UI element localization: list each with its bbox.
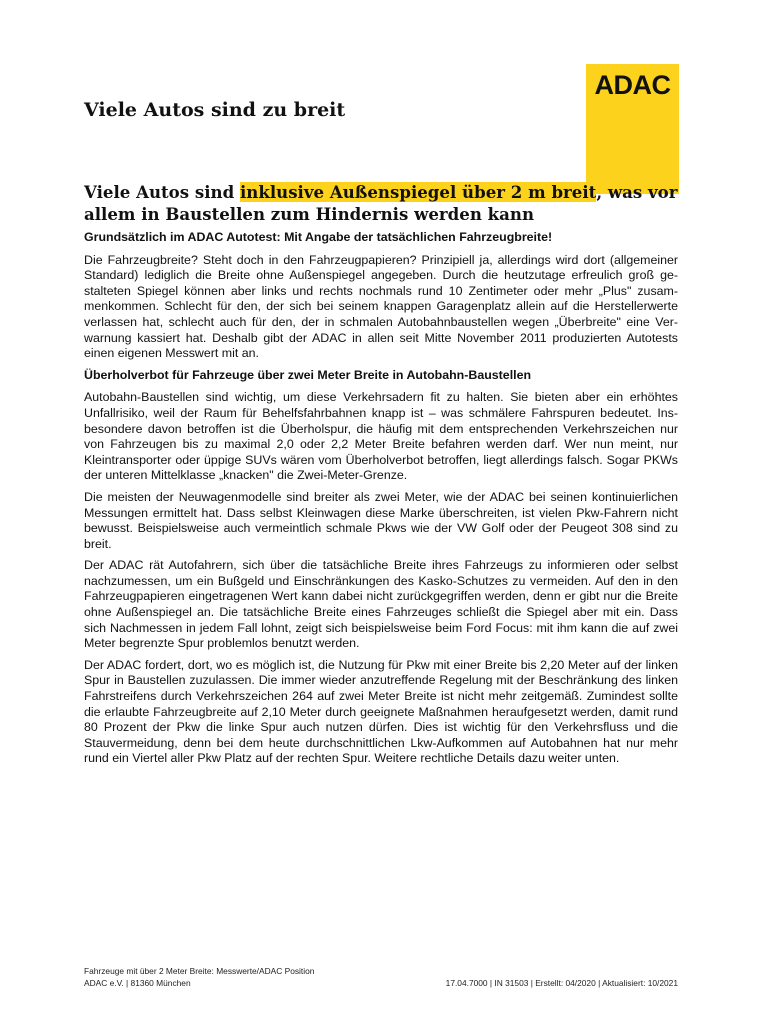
headline-part-2: , was vor allem in Baustellen zum Hindernis werden kann	[84, 182, 678, 224]
paragraph: Der ADAC fordert, dort, wo es möglich ist, die Nutzung für Pkw mit einer Breite bis 2,20 Meter auf der linken Spur in Baustellen zuzulassen. Die immer wieder anzutreffende Regelung mit der Beschränkung des linken Fahrstreifens durch Verkehrszeichen 264 auf zwei Meter Breite ist nicht mehr zeitgemäß. Zumindest sollte die erlaubte Fahrzeugbreite auf 2,10 Meter durch geeignete Maßnahmen heraufgesetzt werden, damit rund 80 Prozent der Pkw die linke Spur auch nutzen dürfen. Dies ist wichtig für den Verkehrsfluss und die Stauvermeidung, denn bei dem heute durchschnittlichen Lkw-Aufkommen auf Autobahnen hat nur mehr rund ein Viertel aller Pkw Platz auf der rechten Spur. Weitere rechtliche Details dazu weiter unten.	[84, 657, 678, 766]
headline-part-1: Viele Autos sind	[84, 182, 240, 202]
footer-document-title: Fahrzeuge mit über 2 Meter Breite: Messwerte/ADAC Position	[84, 966, 315, 976]
paragraph: Die Fahrzeugbreite? Steht doch in den Fahrzeugpapieren? Prinzipiell ja, allerdings wird dort (allgemeiner Standard) lediglich die Breite ohne Außenspiegel angegeben. Durch die heutzutage erfreulich groß gestalteten Spiegel können aber links und rechts nochmals rund 10 Zentimeter oder mehr „Plus" zusammenkommen. Schlecht für den, der sich bei seinem knappen Garagenplatz allein auf die Herstellerwerte verlassen hat, schlecht auch für den, der in schmalen Autobahnbaustellen wegen „Überbreite" eine Verwarnung kassiert hat. Deshalb gibt der ADAC in allen seit Mitte November 2011 produzierten Autotests einen eigenen Messwert mit an.	[84, 252, 678, 361]
page-title: Viele Autos sind zu breit	[84, 99, 346, 121]
paragraph: Die meisten der Neuwagenmodelle sind breiter als zwei Meter, wie der ADAC bei seinen kontinuierlichen Messungen ermittelt hat. Dass selbst Kleinwagen diese Marke überschreiten, ist vielen Pkw-Fahrern nicht bewusst. Beispielsweise auch vermeintlich schmale Pkws wie der VW Golf oder der Peugeot 308 sind zu breit.	[84, 489, 678, 551]
article-headline	[84, 181, 684, 225]
headline-highlight: inklusive Außenspiegel über 2 m breit	[239, 182, 597, 202]
paragraph: Der ADAC rät Autofahrern, sich über die tatsächliche Breite ihres Fahrzeugs zu informieren oder selbst nachzumessen, um ein Bußgeld und Einschränkungen des Kasko-Schutzes zu vermeiden. Auf den in den Fahrzeugpapieren eingetragenen Wert kann dabei nicht zurückgegriffen werden, denn er gibt nur die Breite ohne Außenspiegel an. Die tatsächliche Breite eines Fahrzeuges schließt die Spiegel aber mit ein. Dass sich Nachmessen in jedem Fall lohnt, zeigt sich beispielsweise beim Ford Focus: mit ihm kann die auf zwei Meter begrenzte Spur problemlos benutzt werden.	[84, 558, 678, 651]
footer-address: ADAC e.V. | 81360 München	[84, 977, 191, 988]
logo-text: ADAC	[594, 70, 671, 100]
adac-logo	[586, 64, 679, 194]
page-footer	[84, 966, 678, 989]
section-heading-autotest: Grundsätzlich im ADAC Autotest: Mit Angabe der tatsächlichen Fahrzeugbreite!	[84, 230, 553, 244]
paragraph: Autobahn-Baustellen sind wichtig, um diese Verkehrsadern fit zu halten. Sie bieten aber ein erhöhtes Unfallrisiko, weil der Raum für Behelfsfahrbahnen knapp ist – was schmälere Fahrspuren bedeutet. Insbesondere davon betroffen ist die Überholspur, die häufig mit dem entsprechenden Verkehrszeichen nur von Fahrzeugen bis zu maximal 2,0 oder 2,2 Meter Breite befahren werden darf. Wer nun meint, nur Kleintransporter oder üppige SUVs wären vom Überholverbot betroffen, liegt allerdings falsch. Sogar PKWs der unteren Mittelklasse „knacken" die Zwei-Meter-Grenze.	[84, 390, 678, 483]
footer-document-meta: 17.04.7000 | IN 31503 | Erstellt: 04/2020 | Aktualisiert: 10/2021	[445, 977, 678, 988]
article-body	[84, 230, 678, 773]
section-heading-overtaking-ban: Überholverbot für Fahrzeuge über zwei Meter Breite in Autobahn-Baustellen	[84, 367, 532, 382]
